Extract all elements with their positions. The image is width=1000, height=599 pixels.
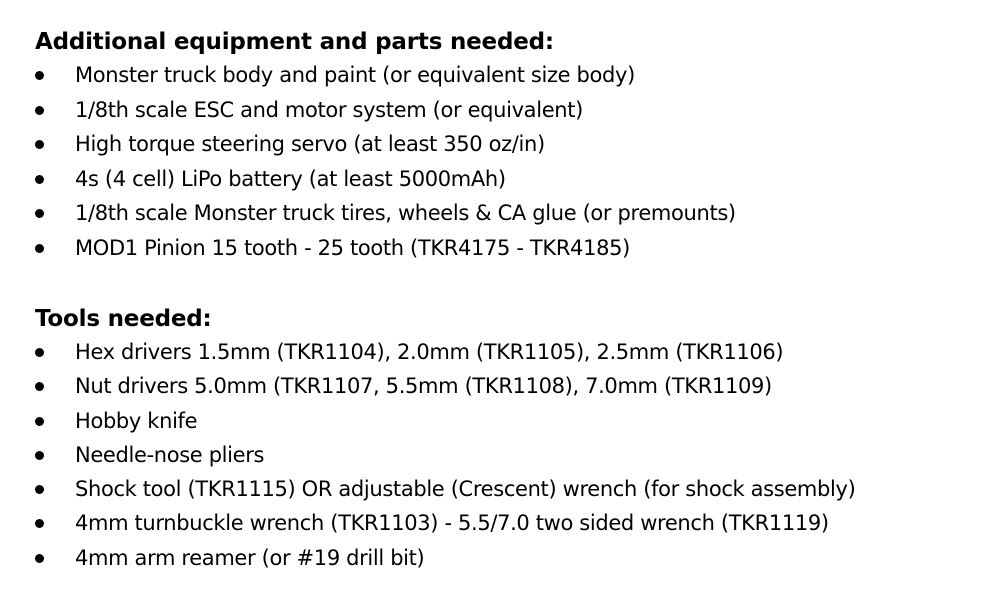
list-item-text: Hex drivers 1.5mm (TKR1104), 2.0mm (TKR1105), 2.5mm (TKR1106) (75, 340, 784, 364)
list-item-text: Needle-nose pliers (75, 442, 265, 467)
bullet-dot-icon (35, 554, 44, 563)
list-item-text: High torque steering servo (at least 350 oz/in) (75, 132, 545, 156)
bullet-dot-icon (35, 417, 44, 426)
bullet-dot-icon (35, 209, 44, 218)
bullet-dot-icon (35, 348, 44, 357)
bullet-dot-icon (35, 175, 44, 184)
list-item (35, 335, 784, 369)
list-item (35, 196, 736, 231)
list-item-text: Monster truck body and paint (or equivalent size body) (75, 63, 635, 87)
bullet-dot-icon (35, 485, 44, 494)
tools-section (35, 303, 856, 575)
list-item (35, 506, 829, 540)
list-item-text: 4mm arm reamer (or #19 drill bit) (75, 545, 425, 570)
equipment-list (35, 58, 736, 265)
list-item-text: Nut drivers 5.0mm (TKR1107, 5.5mm (TKR1108), 7.0mm (TKR1109) (75, 374, 772, 399)
bullet-dot-icon (35, 519, 44, 528)
list-item (35, 162, 554, 197)
list-item-text: Hobby knife (75, 408, 198, 433)
list-item (35, 93, 583, 128)
list-item (35, 127, 554, 162)
equipment-section (35, 26, 736, 265)
bullet-dot-icon (35, 382, 44, 391)
list-item (35, 438, 265, 472)
tools-list (35, 335, 856, 575)
list-item-text: 1/8th scale ESC and motor system (or equivalent) (75, 97, 583, 122)
list-item (35, 472, 856, 506)
bullet-dot-icon (35, 106, 44, 115)
list-item (35, 58, 635, 93)
list-item (35, 369, 772, 403)
list-item-text: 4mm turnbuckle wrench (TKR1103) - 5.5/7.0 two sided wrench (TKR1119) (75, 511, 829, 536)
list-item (35, 541, 425, 575)
list-item-text: Shock tool (TKR1115) OR adjustable (Crescent) wrench (for shock assembly) (75, 477, 856, 502)
list-item-text: 4s (4 cell) LiPo battery (at least 5000mAh) (75, 166, 506, 191)
list-item-text: 1/8th scale Monster truck tires, wheels & CA glue (or premounts) (75, 201, 736, 225)
bullet-dot-icon (35, 140, 44, 149)
bullet-dot-icon (35, 244, 44, 253)
equipment-heading: Additional equipment and parts needed: (35, 29, 554, 55)
list-item (35, 404, 212, 438)
list-item (35, 231, 630, 266)
bullet-dot-icon (35, 71, 44, 80)
list-item-text: MOD1 Pinion 15 tooth - 25 tooth (TKR4175 - TKR4185) (75, 235, 630, 260)
bullet-dot-icon (35, 451, 44, 460)
tools-heading: Tools needed: (35, 306, 212, 332)
